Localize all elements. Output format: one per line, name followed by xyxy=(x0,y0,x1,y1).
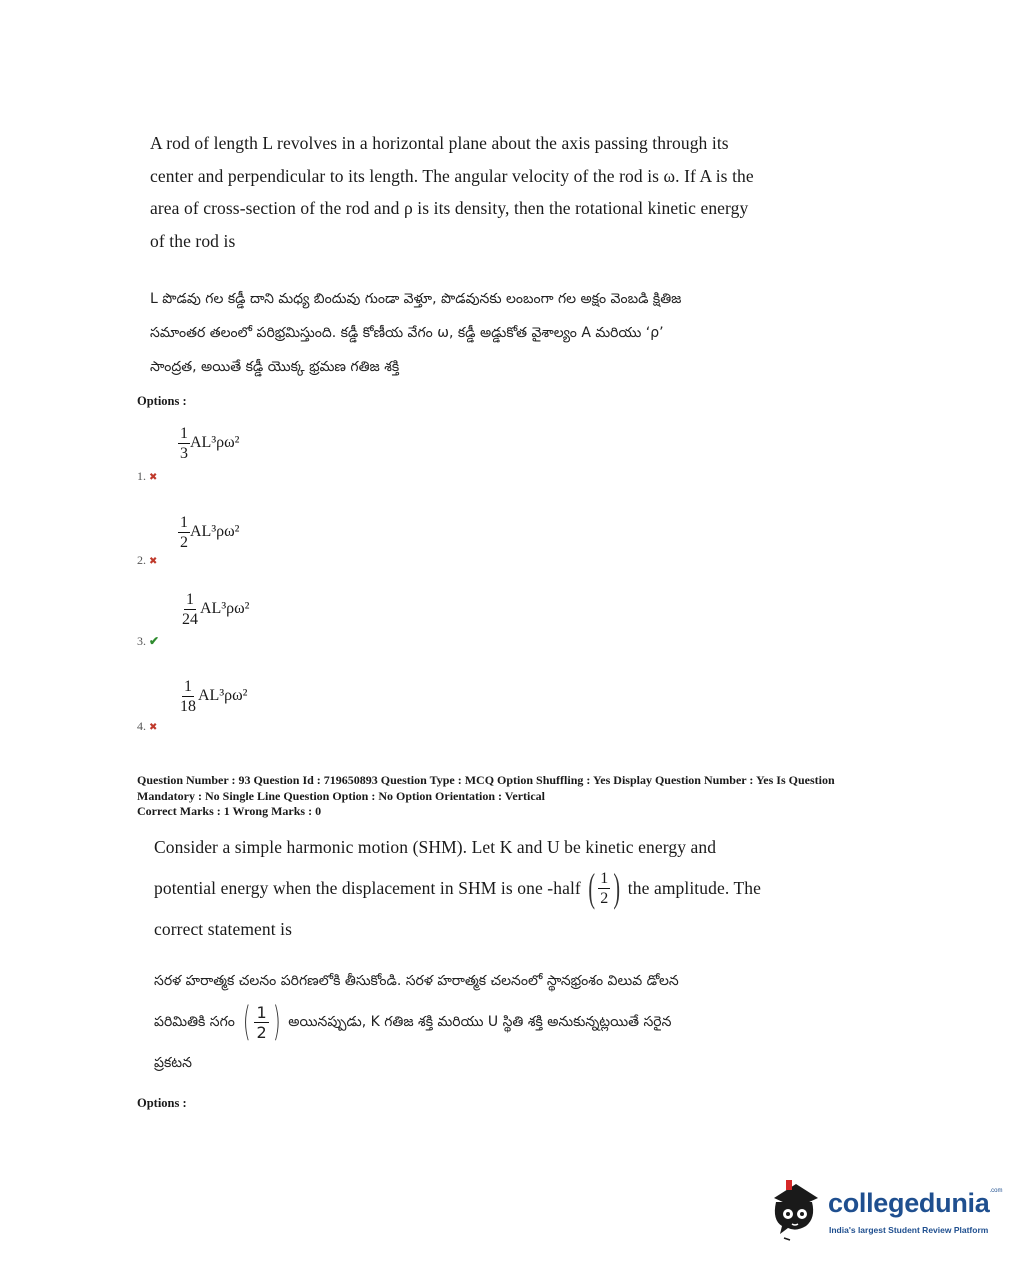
wrong-mark-icon: ✖ xyxy=(149,472,158,483)
right-paren: ) xyxy=(613,865,621,910)
q2-line: correct statement is xyxy=(154,919,293,939)
option-2-number: 2. ✖ xyxy=(137,553,158,567)
option-4-formula xyxy=(178,678,247,715)
q2-telugu-line: ప్రకటన xyxy=(154,1055,192,1071)
mascot-icon xyxy=(766,1178,824,1242)
option-2-expr: AL³ρω² xyxy=(190,523,240,541)
option-4-number: 4. ✖ xyxy=(137,719,158,733)
q2-telugu-text xyxy=(154,964,854,1080)
half-fraction: ( $\frac{1}{2}$ ) xyxy=(242,999,281,1045)
left-paren: ( xyxy=(242,999,251,1045)
fraction: $\frac{1}{24}$ xyxy=(182,591,198,628)
q2-english-text xyxy=(154,831,834,946)
q1-line: A rod of length L revolves in a horizontal plane about the axis passing through its xyxy=(150,133,729,153)
half-fraction: ( $\frac{1}{2}$ ) xyxy=(588,865,621,910)
fraction: $\frac{1}{18}$ xyxy=(180,678,196,715)
logo-tagline: India's largest Student Review Platform xyxy=(829,1225,989,1235)
option-1-formula xyxy=(178,425,239,462)
q1-line: of the rod is xyxy=(150,230,236,251)
left-paren: ( xyxy=(588,865,595,910)
q2-line-with-fraction: potential energy when the displacement in SHM is one -half ( $\frac{1}{2}$ ) the amplitude. The xyxy=(154,865,761,910)
q1-english-text xyxy=(150,127,830,257)
option-3-formula xyxy=(180,591,249,628)
q2-telugu-line: సరళ హరాత్మక చలనం పరిగణలోకి తీసుకోండి. సరళ హరాత్మక చలనంలో స్థానభ్రంశం విలువ డోలన xyxy=(154,973,679,989)
q1-telugu-line: సాంద్రత, అయితే కడ్డీ యొక్క భ్రమణ గతిజ శక్తి xyxy=(150,359,400,375)
q1-telugu-line: సమాంతర తలంలో పరిభ్రమిస్తుంది. కడ్డీ కోణీయ వేగం ω, కడ్డీ అడ్డుకోత వైశాల్యం A మరియు ‘ρ’ xyxy=(150,325,664,341)
correct-check-icon: ✔ xyxy=(149,634,160,648)
q1-telugu-text xyxy=(150,282,850,384)
option-1-number: 1. ✖ xyxy=(137,469,158,483)
q1-line: area of cross-section of the rod and ρ is its density, then the rotational kinetic energy xyxy=(150,198,749,218)
option-2-formula xyxy=(178,514,239,551)
logo-name: collegedunia xyxy=(828,1188,990,1218)
q2-telugu-line-with-fraction: పరిమితికి సగం ( $\frac{1}{2}$ ) అయినప్పుడు, K గతిజ శక్తి మరియు U స్థితి శక్తి అనుకున్నట్లయితే సరైన xyxy=(154,999,672,1045)
fraction: $\frac{1}{3}$ xyxy=(180,425,188,462)
option-4-expr: AL³ρω² xyxy=(198,687,248,705)
q1-telugu-line: L పొడవు గల కడ్డీ దాని మధ్య బిందువు గుండా వెళ్తూ, పొడవునకు లంబంగా గల అక్షం వెంబడి క్షితిజ xyxy=(150,291,682,307)
option-3-expr: AL³ρω² xyxy=(200,600,250,618)
wrong-mark-icon: ✖ xyxy=(149,556,158,567)
option-3-number: 3. ✔ xyxy=(137,634,160,648)
wrong-mark-icon: ✖ xyxy=(149,722,158,733)
option-1-expr: AL³ρω² xyxy=(190,434,240,452)
right-paren: ) xyxy=(272,999,281,1045)
collegedunia-logo xyxy=(766,1178,1003,1248)
q2-meta xyxy=(137,773,897,820)
q1-options-label: Options : xyxy=(137,394,187,408)
q1-line: center and perpendicular to its length. The angular velocity of the rod is ω. If A is the xyxy=(150,165,754,186)
meta-line: Question Number : 93 Question Id : 719650893 Question Type : MCQ Option Shuffling : Yes Display Question Number : Yes Is Question xyxy=(137,773,835,787)
logo-wordmark xyxy=(828,1188,1002,1219)
meta-line: Mandatory : No Single Line Question Option : No Option Orientation : Vertical xyxy=(137,788,546,803)
q2-options-label: Options : xyxy=(137,1096,187,1110)
meta-line: Correct Marks : 1 Wrong Marks : 0 xyxy=(137,804,322,818)
logo-suffix: .com xyxy=(989,1188,1003,1194)
q2-line: Consider a simple harmonic motion (SHM). Let K and U be kinetic energy and xyxy=(154,837,717,857)
fraction: $\frac{1}{2}$ xyxy=(180,514,188,551)
